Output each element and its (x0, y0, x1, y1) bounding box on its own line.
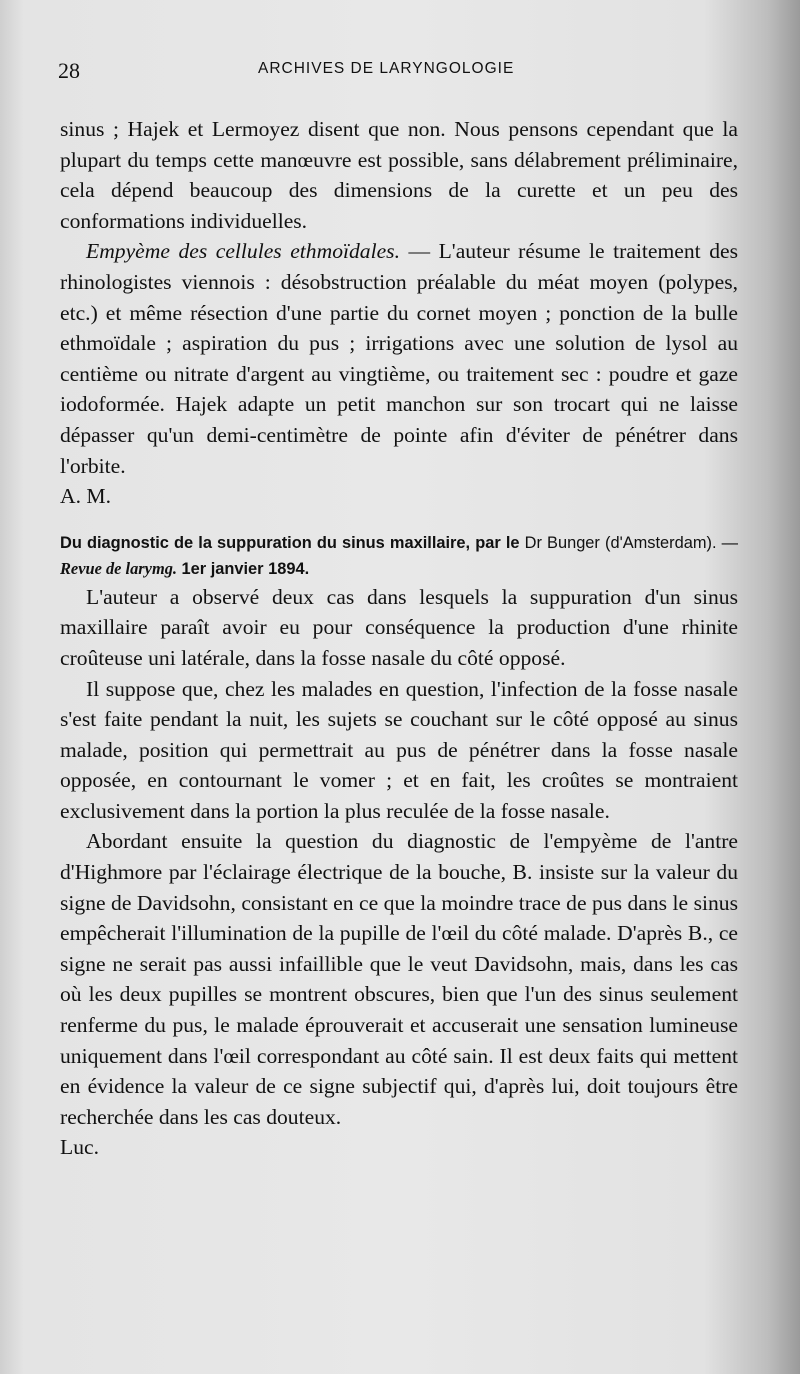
paragraph-hypothesis: Il suppose que, chez les malades en question, l'infection de la fosse nasale s'est faite pendant la nuit, les sujets se couchant sur le côté opposé au sinus malade, position qui permettrait au pus de pénétrer dans la fosse nasale opposée, en contournant le vomer ; et en fait, les croûtes se montraient exclusivement dans la portion la plus reculée de la fosse nasale. (60, 676, 738, 823)
running-head: ARCHIVES DE LARYNGOLOGIE (258, 60, 515, 77)
article-date: 1er janvier 1894. (176, 559, 310, 578)
signature-am: A. M. (60, 484, 111, 509)
article-title: Du diagnostic de la suppuration du sinus maxillaire, par le (60, 533, 520, 552)
page-number: 28 (58, 58, 80, 83)
paragraph-diagnosis: Abordant ensuite la question du diagnostic de l'empyème de l'antre d'Highmore par l'éclairage électrique de la bouche, B. insiste sur la valeur du signe de Davidsohn, consistant en ce que la moindre trace de pus dans le sinus empêcherait l'illumination de la pupille de l'œil du côté malade. D'après B., ce signe ne serait pas aussi infaillible que le veut Davidsohn, mais, dans les cas où les deux pupilles se montrent obscures, bien que l'un des sinus seulement renferme du pus, le malade éprouverait et accuserait une sensation lumineuse uniquement dans l'œil correspondant au côté sain. Il est deux faits qui mettent en évidence la valeur de ce signe subjectif qui, d'après lui, doit toujours être recherchée dans les cas douteux. (60, 829, 738, 1129)
page-body (60, 114, 738, 1163)
article-title-block (60, 530, 738, 582)
article-source: Revue de larymg. (60, 558, 177, 578)
page-header (58, 58, 743, 88)
article-author: Dr Bunger (d'Amsterdam). — (524, 533, 739, 552)
paragraph-ethmoid (60, 236, 738, 481)
signature-luc: Luc. (60, 1135, 99, 1160)
subheading-ethmoid: Empyème des cellules ethmoïdales. (86, 239, 400, 264)
paragraph-observation: L'auteur a observé deux cas dans lesquels la suppuration d'un sinus maxillaire paraît avoir eu pour conséquence la production d'une rhinite croûteuse uni latérale, dans la fosse nasale du côté opposé. (60, 584, 738, 670)
paragraph-ethmoid-text: — L'auteur résume le traitement des rhinologistes viennois : désobstruction préalable du méat moyen (polypes, etc.) et même résection d'une partie du cornet moyen ; ponction de la bulle ethmoïdale ; aspiration du pus ; irrigations avec une solution de lysol au centième ou nitrate d'argent au vingtième, ou traitement sec : poudre et gaze iodoformée. Hajek adapte un petit manchon sur son trocart qui ne laisse dépasser qu'un demi-centimètre de pointe afin d'éviter de pénétrer dans l'orbite. (60, 239, 738, 478)
paragraph-continuation: sinus ; Hajek et Lermoyez disent que non. Nous pensons cependant que la plupart du temps cette manœuvre est possible, sans délabrement préliminaire, cela dépend beaucoup des dimensions de la curette et un peu des conformations individuelles. (60, 117, 738, 233)
